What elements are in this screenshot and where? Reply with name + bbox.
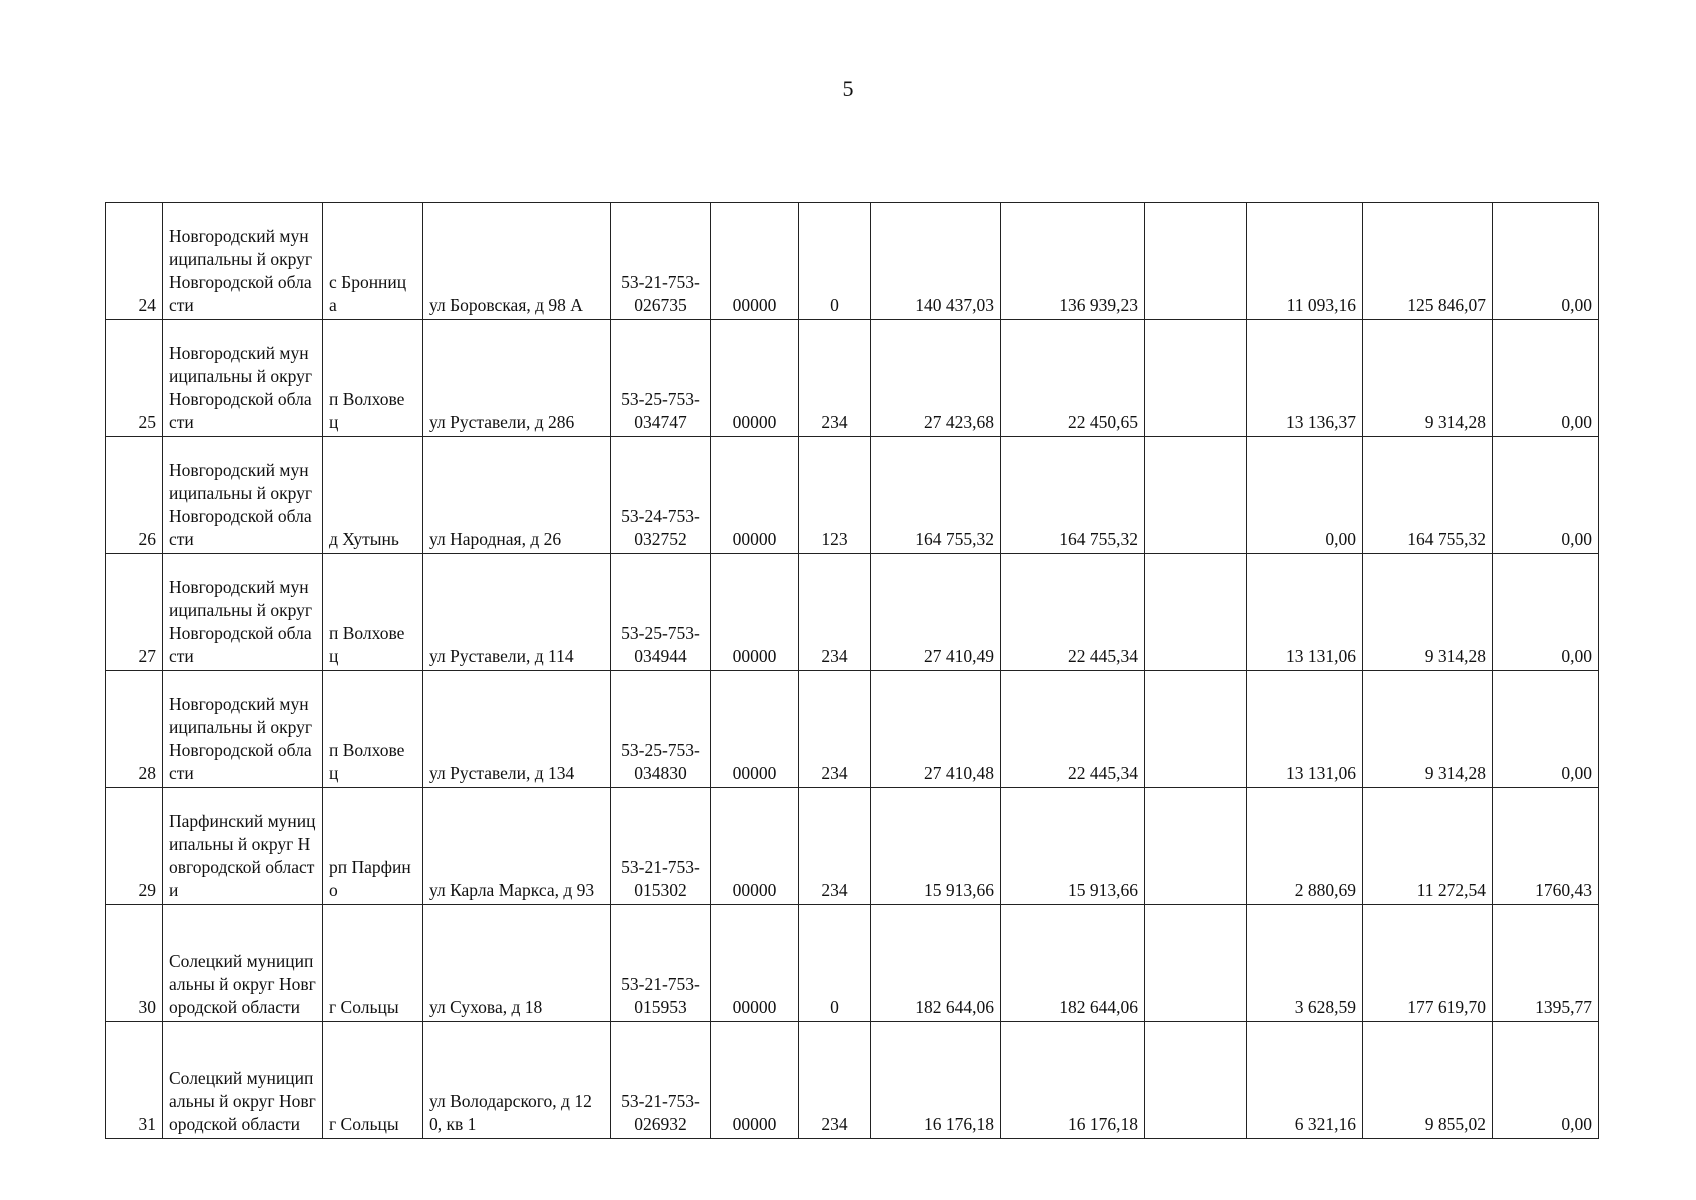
amount-1-cell-text: 27 410,49 [924, 646, 994, 666]
amount-1-cell-text: 27 410,48 [924, 763, 994, 783]
type-code-cell [799, 788, 871, 905]
settlement-cell-text: п Волхове ц [329, 740, 409, 783]
type-code-cell-text: 234 [821, 646, 848, 666]
amount-2-cell [1001, 320, 1145, 437]
address-cell-text: ул Народная, д 26 [429, 529, 562, 549]
amount-6-cell-text: 1395,77 [1535, 997, 1592, 1017]
amount-6-cell-text: 0,00 [1561, 646, 1592, 666]
type-code-cell-text: 234 [821, 763, 848, 783]
amount-3-cell [1145, 905, 1247, 1022]
address-cell-text: ул Руставели, д 286 [429, 412, 575, 432]
amount-1-cell [871, 203, 1001, 320]
amount-4-cell [1247, 437, 1363, 554]
amount-6-cell [1493, 203, 1599, 320]
amount-1-cell [871, 788, 1001, 905]
amount-6-cell [1493, 320, 1599, 437]
address-cell [423, 1022, 611, 1139]
type-code-cell-text: 234 [821, 1114, 848, 1134]
amount-6-cell-text: 0,00 [1561, 529, 1592, 549]
type-code-cell-text: 234 [821, 412, 848, 432]
code-cell [711, 437, 799, 554]
code-cell-text: 00000 [732, 763, 777, 783]
amount-4-cell [1247, 671, 1363, 788]
amount-4-cell [1247, 320, 1363, 437]
amount-5-cell [1363, 437, 1493, 554]
amount-4-cell [1247, 788, 1363, 905]
amount-2-cell-text: 164 755,32 [1059, 529, 1138, 549]
code-cell-text: 00000 [732, 295, 777, 315]
type-code-cell [799, 1022, 871, 1139]
code-cell-text: 00000 [732, 880, 777, 900]
code-cell [711, 905, 799, 1022]
code-cell [711, 554, 799, 671]
cadastral-code-cell [611, 1022, 711, 1139]
address-cell-text: ул Руставели, д 114 [429, 646, 574, 666]
amount-3-cell [1145, 554, 1247, 671]
amount-6-cell-text: 0,00 [1561, 1114, 1592, 1134]
settlement-cell-text: с Бронниц а [329, 272, 411, 315]
row-number [106, 1022, 163, 1139]
code-cell-text: 00000 [732, 646, 777, 666]
row-number [106, 320, 163, 437]
district-cell-text: Новгородский муниципальны й округ Новгородской области [169, 343, 317, 432]
amount-6-cell-text: 0,00 [1561, 295, 1592, 315]
amount-5-cell [1363, 1022, 1493, 1139]
table-row [106, 1022, 1599, 1139]
amount-4-cell-text: 0,00 [1325, 529, 1356, 549]
amount-1-cell [871, 671, 1001, 788]
district-cell-text: Солецкий муниципальны й округ Новгородской области [169, 951, 316, 1017]
settlement-cell [323, 203, 423, 320]
amount-4-cell-text: 2 880,69 [1294, 880, 1356, 900]
settlement-cell [323, 671, 423, 788]
amount-5-cell [1363, 671, 1493, 788]
district-cell [163, 554, 323, 671]
district-cell-text: Новгородский муниципальны й округ Новгородской области [169, 694, 317, 783]
table-row [106, 437, 1599, 554]
amount-2-cell-text: 22 445,34 [1068, 763, 1138, 783]
district-cell [163, 788, 323, 905]
district-cell-text: Новгородский муниципальны й округ Новгородской области [169, 577, 317, 666]
amount-2-cell [1001, 671, 1145, 788]
amount-4-cell-text: 6 321,16 [1294, 1114, 1356, 1134]
amount-5-cell [1363, 320, 1493, 437]
amount-3-cell [1145, 437, 1247, 554]
code-cell [711, 203, 799, 320]
amount-3-cell [1145, 1022, 1247, 1139]
cadastral-code-cell-text: 53-21-753-015302 [621, 857, 700, 900]
amount-5-cell [1363, 905, 1493, 1022]
cadastral-code-cell-text: 53-21-753-015953 [621, 974, 700, 1017]
amount-4-cell [1247, 203, 1363, 320]
amount-2-cell [1001, 1022, 1145, 1139]
type-code-cell-text: 0 [830, 295, 839, 315]
type-code-cell [799, 437, 871, 554]
code-cell [711, 1022, 799, 1139]
address-cell [423, 320, 611, 437]
amount-2-cell [1001, 788, 1145, 905]
address-cell-text: ул Володарского, д 120, кв 1 [429, 1091, 592, 1134]
table-row [106, 320, 1599, 437]
amount-2-cell-text: 16 176,18 [1068, 1114, 1138, 1134]
cadastral-code-cell [611, 905, 711, 1022]
type-code-cell [799, 203, 871, 320]
amount-5-cell-text: 164 755,32 [1407, 529, 1486, 549]
amount-1-cell [871, 905, 1001, 1022]
address-cell-text: ул Руставели, д 134 [429, 763, 575, 783]
amount-6-cell [1493, 1022, 1599, 1139]
district-cell-text: Парфинский муниципальны й округ Новгородской области [169, 811, 316, 900]
type-code-cell [799, 671, 871, 788]
code-cell-text: 00000 [732, 529, 777, 549]
code-cell [711, 788, 799, 905]
amount-5-cell-text: 177 619,70 [1407, 997, 1486, 1017]
row-number [106, 437, 163, 554]
district-cell-text: Новгородский муниципальны й округ Новгородской области [169, 226, 317, 315]
row-number-text: 25 [138, 412, 156, 432]
code-cell-text: 00000 [732, 412, 777, 432]
amount-4-cell [1247, 905, 1363, 1022]
settlement-cell [323, 905, 423, 1022]
district-cell [163, 671, 323, 788]
address-cell [423, 554, 611, 671]
address-cell-text: ул Карла Маркса, д 93 [429, 880, 595, 900]
settlement-cell-text: г Сольцы [329, 1114, 399, 1134]
code-cell-text: 00000 [732, 997, 777, 1017]
amount-6-cell-text: 0,00 [1561, 763, 1592, 783]
type-code-cell-text: 123 [821, 529, 848, 549]
amount-4-cell-text: 11 093,16 [1286, 295, 1356, 315]
district-cell [163, 1022, 323, 1139]
amount-6-cell-text: 0,00 [1561, 412, 1592, 432]
table-body [106, 203, 1599, 1139]
amount-3-cell [1145, 671, 1247, 788]
amount-2-cell [1001, 437, 1145, 554]
type-code-cell [799, 554, 871, 671]
row-number-text: 27 [138, 646, 156, 666]
code-cell [711, 671, 799, 788]
address-cell [423, 437, 611, 554]
type-code-cell-text: 0 [830, 997, 839, 1017]
cadastral-code-cell [611, 554, 711, 671]
amount-6-cell [1493, 788, 1599, 905]
address-cell [423, 788, 611, 905]
amount-2-cell [1001, 905, 1145, 1022]
amount-2-cell-text: 15 913,66 [1068, 880, 1138, 900]
row-number-text: 31 [138, 1114, 156, 1134]
address-cell [423, 905, 611, 1022]
cadastral-code-cell-text: 53-25-753-034944 [621, 623, 700, 666]
amount-2-cell-text: 136 939,23 [1059, 295, 1138, 315]
row-number-text: 28 [138, 763, 156, 783]
amount-2-cell-text: 22 445,34 [1068, 646, 1138, 666]
type-code-cell [799, 905, 871, 1022]
district-cell-text: Солецкий муниципальны й округ Новгородской области [169, 1068, 316, 1134]
amount-4-cell [1247, 1022, 1363, 1139]
district-cell [163, 203, 323, 320]
amount-1-cell [871, 320, 1001, 437]
amount-5-cell-text: 9 855,02 [1424, 1114, 1486, 1134]
cadastral-code-cell-text: 53-21-753-026932 [621, 1091, 700, 1134]
amount-4-cell-text: 13 131,06 [1286, 646, 1356, 666]
amount-1-cell-text: 182 644,06 [915, 997, 994, 1017]
amount-1-cell-text: 140 437,03 [915, 295, 994, 315]
type-code-cell [799, 320, 871, 437]
code-cell [711, 320, 799, 437]
amount-6-cell [1493, 437, 1599, 554]
amount-2-cell-text: 182 644,06 [1059, 997, 1138, 1017]
cadastral-code-cell-text: 53-24-753-032752 [621, 506, 700, 549]
district-cell [163, 437, 323, 554]
type-code-cell-text: 234 [821, 880, 848, 900]
amount-6-cell [1493, 554, 1599, 671]
amount-2-cell [1001, 554, 1145, 671]
row-number [106, 203, 163, 320]
amount-3-cell [1145, 788, 1247, 905]
cadastral-code-cell-text: 53-25-753-034747 [621, 389, 700, 432]
table-row [106, 671, 1599, 788]
amount-1-cell-text: 27 423,68 [924, 412, 994, 432]
amount-1-cell [871, 1022, 1001, 1139]
settlement-cell-text: п Волхове ц [329, 623, 409, 666]
amount-6-cell-text: 1760,43 [1535, 880, 1592, 900]
amount-2-cell-text: 22 450,65 [1068, 412, 1138, 432]
row-number-text: 29 [138, 880, 156, 900]
settlement-cell-text: г Сольцы [329, 997, 399, 1017]
table-row [106, 554, 1599, 671]
amount-5-cell-text: 125 846,07 [1407, 295, 1486, 315]
district-cell-text: Новгородский муниципальны й округ Новгородской области [169, 460, 317, 549]
amount-3-cell [1145, 320, 1247, 437]
cadastral-code-cell [611, 320, 711, 437]
amount-5-cell-text: 9 314,28 [1424, 646, 1486, 666]
settlement-cell-text: п Волхове ц [329, 389, 409, 432]
amount-5-cell [1363, 788, 1493, 905]
amount-1-cell-text: 16 176,18 [924, 1114, 994, 1134]
row-number [106, 788, 163, 905]
district-cell [163, 320, 323, 437]
settlement-cell [323, 320, 423, 437]
address-cell [423, 203, 611, 320]
amount-4-cell-text: 3 628,59 [1294, 997, 1356, 1017]
amount-6-cell [1493, 671, 1599, 788]
amount-3-cell [1145, 203, 1247, 320]
row-number [106, 671, 163, 788]
settlement-cell [323, 437, 423, 554]
amount-5-cell-text: 11 272,54 [1416, 880, 1486, 900]
address-cell-text: ул Боровская, д 98 А [429, 295, 583, 315]
amount-5-cell [1363, 554, 1493, 671]
amount-4-cell-text: 13 131,06 [1286, 763, 1356, 783]
cadastral-code-cell [611, 671, 711, 788]
code-cell-text: 00000 [732, 1114, 777, 1134]
settlement-cell-text: рп Парфин о [329, 857, 416, 900]
settlement-cell [323, 1022, 423, 1139]
amount-1-cell [871, 437, 1001, 554]
amount-5-cell [1363, 203, 1493, 320]
cadastral-code-cell-text: 53-25-753-034830 [621, 740, 700, 783]
row-number [106, 554, 163, 671]
row-number [106, 905, 163, 1022]
address-cell-text: ул Сухова, д 18 [429, 997, 543, 1017]
address-cell [423, 671, 611, 788]
table-row [106, 788, 1599, 905]
row-number-text: 26 [138, 529, 156, 549]
settlement-cell-text: д Хутынь [329, 529, 399, 549]
page-number: 5 [842, 76, 854, 101]
amount-2-cell [1001, 203, 1145, 320]
district-cell [163, 905, 323, 1022]
amount-1-cell-text: 164 755,32 [915, 529, 994, 549]
cadastral-code-cell-text: 53-21-753-026735 [621, 272, 700, 315]
amount-5-cell-text: 9 314,28 [1424, 763, 1486, 783]
amount-4-cell [1247, 554, 1363, 671]
row-number-text: 30 [138, 997, 156, 1017]
table-row [106, 203, 1599, 320]
settlement-cell [323, 788, 423, 905]
amount-1-cell-text: 15 913,66 [924, 880, 994, 900]
cadastral-code-cell [611, 203, 711, 320]
table-row [106, 905, 1599, 1022]
registry-table [105, 202, 1599, 1139]
cadastral-code-cell [611, 788, 711, 905]
amount-4-cell-text: 13 136,37 [1286, 412, 1356, 432]
row-number-text: 24 [138, 295, 156, 315]
amount-5-cell-text: 9 314,28 [1424, 412, 1486, 432]
cadastral-code-cell [611, 437, 711, 554]
amount-6-cell [1493, 905, 1599, 1022]
amount-1-cell [871, 554, 1001, 671]
settlement-cell [323, 554, 423, 671]
